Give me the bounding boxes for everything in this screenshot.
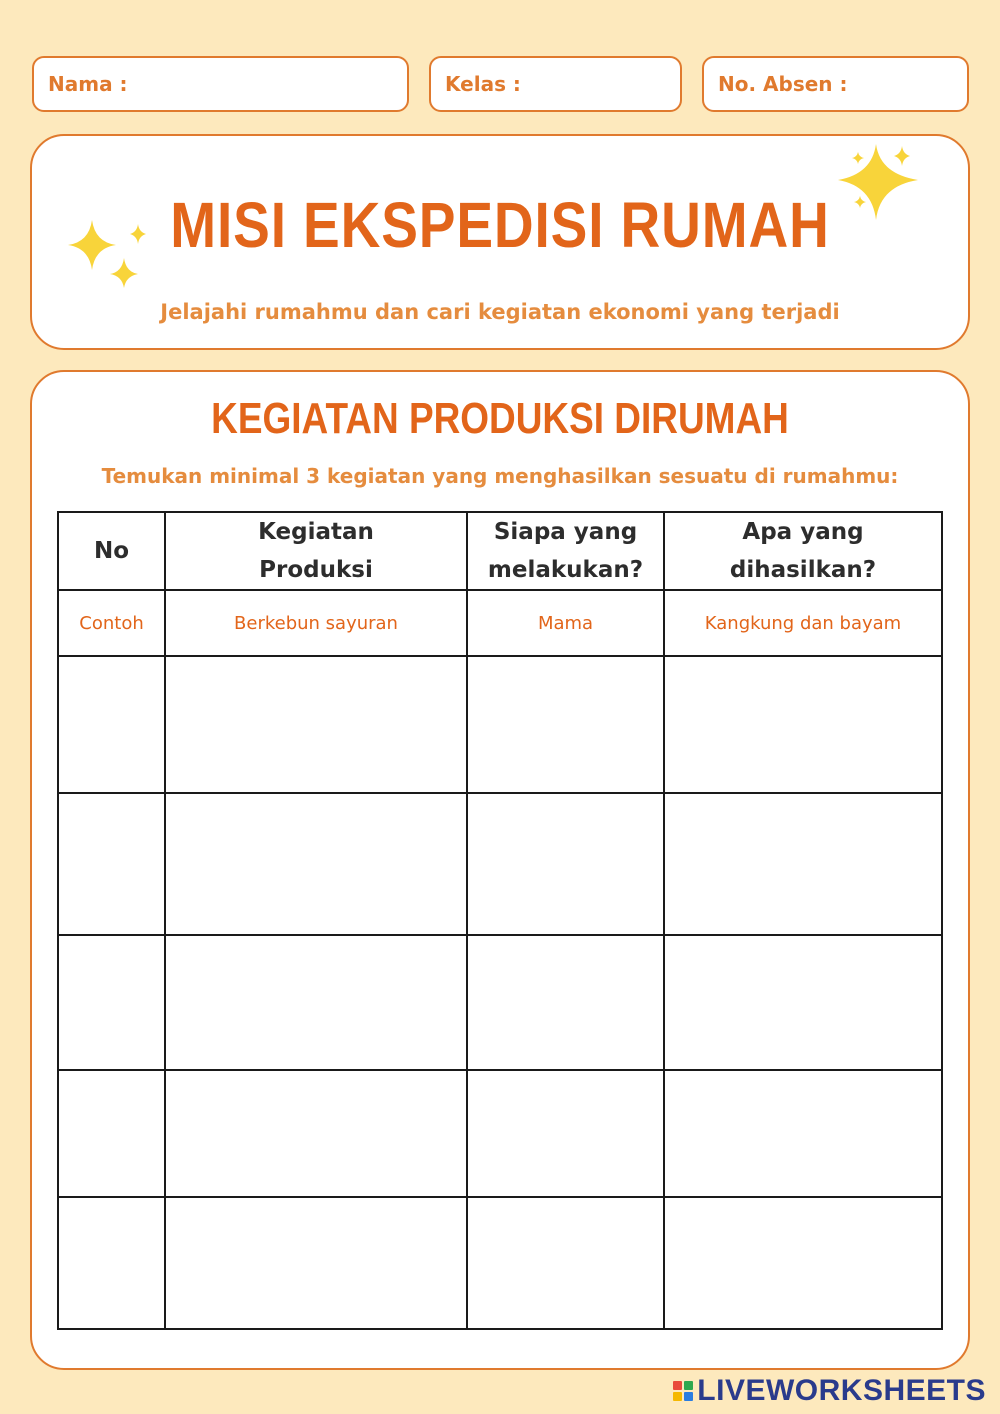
- cell-who[interactable]: [467, 793, 664, 935]
- sparkle-left-icon: [62, 212, 158, 292]
- cell-no[interactable]: [58, 1197, 165, 1329]
- header-result-line1: Apa yang: [742, 519, 864, 545]
- example-row: [58, 590, 942, 656]
- cell-activity[interactable]: [165, 1070, 467, 1197]
- cell-no[interactable]: [58, 1070, 165, 1197]
- cell-result[interactable]: [664, 1070, 942, 1197]
- page-title: MISI EKSPEDISI RUMAH: [170, 189, 830, 261]
- name-label: Nama :: [48, 72, 128, 96]
- table-row: [58, 1197, 942, 1329]
- logo-text: LIVEWORKSHEETS: [697, 1374, 986, 1407]
- example-result: Kangkung dan bayam: [664, 590, 942, 656]
- section-title: KEGIATAN PRODUKSI DIRUMAH: [211, 394, 789, 443]
- table-header-row: [58, 512, 942, 590]
- table-row: [58, 1070, 942, 1197]
- header-activity: [165, 512, 467, 590]
- example-who: Mama: [467, 590, 664, 656]
- section-instruction: Temukan minimal 3 kegiatan yang menghasilkan sesuatu di rumahmu:: [101, 464, 899, 488]
- header-activity-line1: Kegiatan: [258, 519, 374, 545]
- class-label: Kelas :: [445, 72, 521, 96]
- header-no: [58, 512, 165, 590]
- cell-no[interactable]: [58, 793, 165, 935]
- class-field[interactable]: [429, 56, 682, 112]
- header-who: [467, 512, 664, 590]
- table-row: [58, 793, 942, 935]
- header-result: [664, 512, 942, 590]
- cell-activity[interactable]: [165, 935, 467, 1070]
- liveworksheets-logo: [673, 1374, 986, 1408]
- cell-who[interactable]: [467, 1197, 664, 1329]
- example-activity: Berkebun sayuran: [165, 590, 467, 656]
- logo-grid-icon: [673, 1381, 693, 1401]
- cell-activity[interactable]: [165, 793, 467, 935]
- absen-label: No. Absen :: [718, 72, 848, 96]
- header-who-line1: Siapa yang: [493, 519, 638, 545]
- header-who-line2: melakukan?: [487, 557, 644, 583]
- production-table: [57, 511, 943, 1330]
- table-row: [58, 935, 942, 1070]
- name-field[interactable]: [32, 56, 409, 112]
- absen-field[interactable]: [702, 56, 969, 112]
- cell-result[interactable]: [664, 935, 942, 1070]
- cell-activity[interactable]: [165, 1197, 467, 1329]
- sparkle-right-icon: [830, 140, 926, 226]
- header-no-label: No: [93, 538, 130, 564]
- cell-who[interactable]: [467, 1070, 664, 1197]
- cell-who[interactable]: [467, 656, 664, 793]
- cell-no[interactable]: [58, 935, 165, 1070]
- header-activity-line2: Produksi: [259, 557, 373, 583]
- title-card: [30, 134, 970, 350]
- page-subtitle: Jelajahi rumahmu dan cari kegiatan ekonomi yang terjadi: [160, 300, 840, 324]
- cell-who[interactable]: [467, 935, 664, 1070]
- table-row: [58, 656, 942, 793]
- header-result-line2: dihasilkan?: [729, 557, 877, 583]
- cell-result[interactable]: [664, 1197, 942, 1329]
- example-no: Contoh: [58, 590, 165, 656]
- cell-no[interactable]: [58, 656, 165, 793]
- cell-result[interactable]: [664, 656, 942, 793]
- cell-result[interactable]: [664, 793, 942, 935]
- cell-activity[interactable]: [165, 656, 467, 793]
